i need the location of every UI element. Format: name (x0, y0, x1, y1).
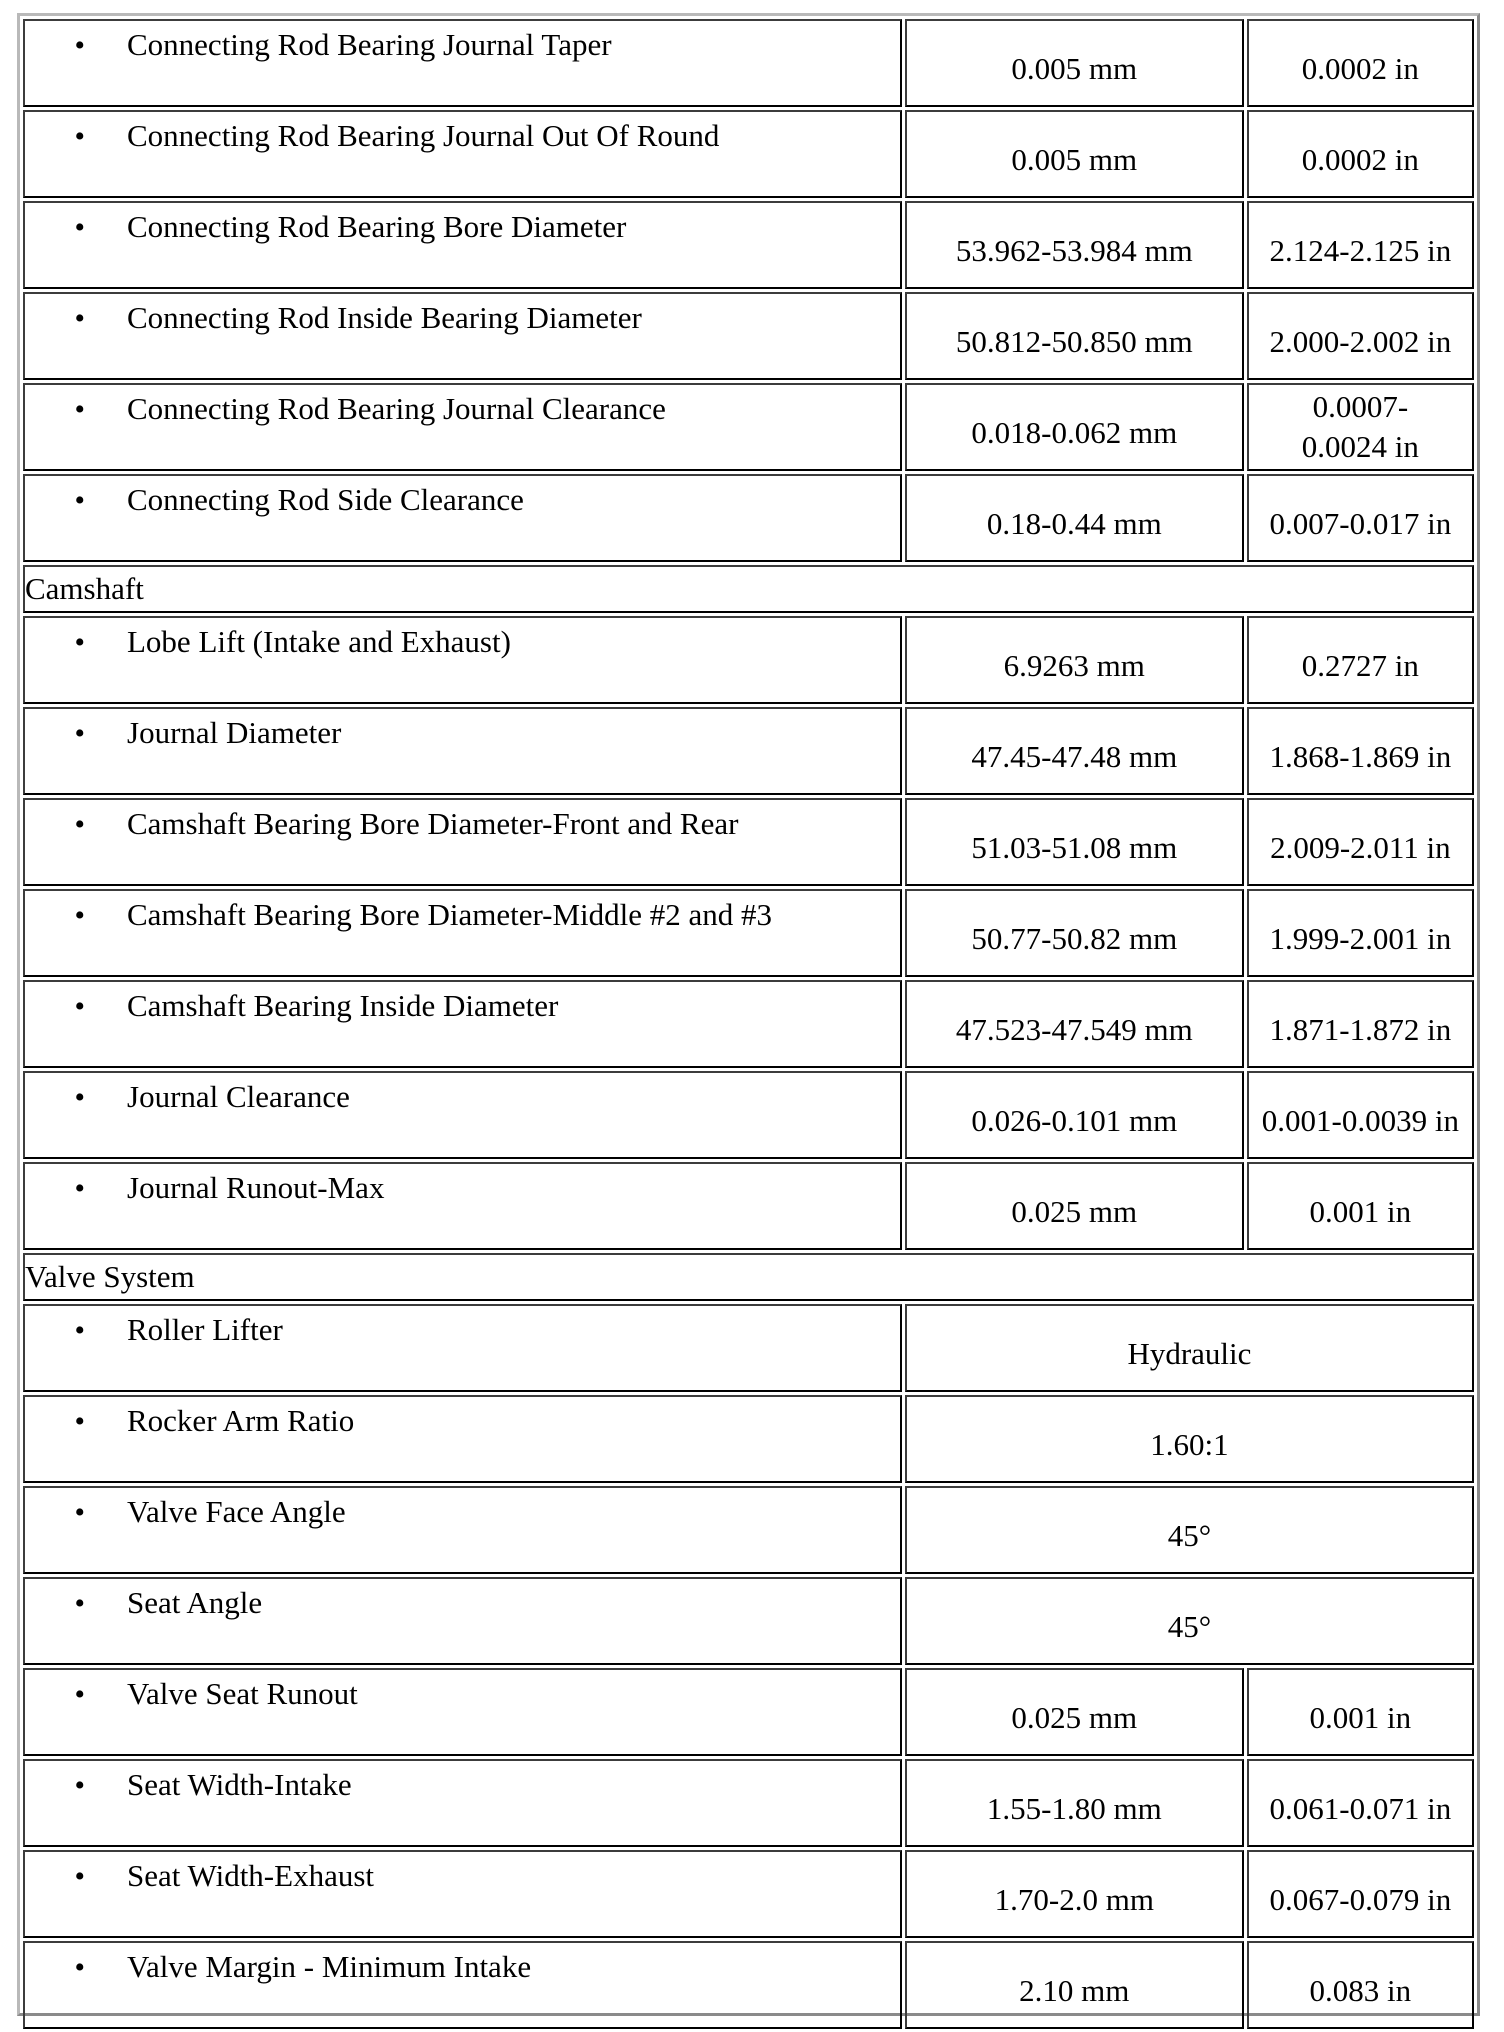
spec-label-cell (23, 1577, 902, 1665)
spec-value-metric: 47.45-47.48 mm (905, 707, 1244, 795)
spec-value-metric: 0.026-0.101 mm (905, 1071, 1244, 1159)
spec-value-imperial: 0.007-0.017 in (1247, 474, 1474, 562)
spec-label-cell (23, 201, 902, 289)
spec-label-cell (23, 1486, 902, 1574)
spec-label: Journal Runout-Max (127, 1170, 385, 1205)
engine-spec-table (20, 16, 1477, 2032)
spec-value-imperial: 1.999-2.001 in (1247, 889, 1474, 977)
spec-value-imperial: 0.067-0.079 in (1247, 1850, 1474, 1938)
bullet-icon: • (74, 1951, 85, 1984)
spec-label: Connecting Rod Bearing Journal Out Of Round (127, 118, 720, 153)
spec-value-imperial: 2.124-2.125 in (1247, 201, 1474, 289)
spec-value-imperial: 1.871-1.872 in (1247, 980, 1474, 1068)
spec-label: Valve Face Angle (127, 1494, 346, 1529)
spec-label: Camshaft Bearing Bore Diameter-Front and Rear (127, 806, 739, 841)
spec-value-imperial: 0.0002 in (1247, 19, 1474, 107)
spec-value-imperial: 0.061-0.071 in (1247, 1759, 1474, 1847)
spec-label: Camshaft Bearing Inside Diameter (127, 988, 559, 1023)
bullet-icon: • (74, 211, 85, 244)
spec-label: Journal Clearance (127, 1079, 350, 1114)
spec-label-cell (23, 707, 902, 795)
spec-value-imperial: 0.001 in (1247, 1162, 1474, 1250)
table-row (23, 292, 1474, 380)
spec-value-metric: 1.55-1.80 mm (905, 1759, 1244, 1847)
bullet-icon: • (74, 717, 85, 750)
spec-label: Connecting Rod Bearing Journal Taper (127, 27, 612, 62)
spec-label-cell (23, 110, 902, 198)
spec-label: Journal Diameter (127, 715, 342, 750)
bullet-icon: • (74, 393, 85, 426)
table-row (23, 1304, 1474, 1392)
bullet-icon: • (74, 1081, 85, 1114)
spec-value-metric: 0.005 mm (905, 19, 1244, 107)
spec-label: Seat Width-Exhaust (127, 1858, 375, 1893)
table-row (23, 110, 1474, 198)
spec-label: Connecting Rod Side Clearance (127, 482, 524, 517)
bullet-icon: • (74, 120, 85, 153)
spec-value-metric: 50.812-50.850 mm (905, 292, 1244, 380)
spec-label: Lobe Lift (Intake and Exhaust) (127, 624, 511, 659)
section-heading: Camshaft (23, 565, 1474, 613)
spec-label: Seat Width-Intake (127, 1767, 352, 1802)
bullet-icon: • (74, 1405, 85, 1438)
spec-table-body (23, 19, 1474, 2029)
table-row (23, 980, 1474, 1068)
spec-value-metric: 53.962-53.984 mm (905, 201, 1244, 289)
bullet-icon: • (74, 1860, 85, 1893)
spec-value-imperial: 0.083 in (1247, 1941, 1474, 2029)
spec-value-metric: 2.10 mm (905, 1941, 1244, 2029)
table-row (23, 1759, 1474, 1847)
bullet-icon: • (74, 626, 85, 659)
spec-value-metric: 0.005 mm (905, 110, 1244, 198)
table-row (23, 1162, 1474, 1250)
table-row (23, 474, 1474, 562)
bullet-icon: • (74, 29, 85, 62)
spec-value-metric: 0.018-0.062 mm (905, 383, 1244, 471)
spec-value-metric: 0.18-0.44 mm (905, 474, 1244, 562)
spec-label: Rocker Arm Ratio (127, 1403, 355, 1438)
spec-label-cell (23, 1941, 902, 2029)
bullet-icon: • (74, 1172, 85, 1205)
spec-label-cell (23, 383, 902, 471)
spec-label: Valve Seat Runout (127, 1676, 358, 1711)
spec-label-cell (23, 19, 902, 107)
table-row (23, 383, 1474, 471)
spec-label: Connecting Rod Bearing Journal Clearance (127, 391, 666, 426)
spec-label-cell (23, 474, 902, 562)
spec-value-imperial: 0.001-0.0039 in (1247, 1071, 1474, 1159)
spec-value: Hydraulic (905, 1304, 1474, 1392)
spec-label-cell (23, 1759, 902, 1847)
spec-label-cell (23, 292, 902, 380)
spec-value-imperial: 2.009-2.011 in (1247, 798, 1474, 886)
spec-value-metric: 1.70-2.0 mm (905, 1850, 1244, 1938)
spec-label-cell (23, 798, 902, 886)
bullet-icon: • (74, 1678, 85, 1711)
spec-label-cell (23, 1162, 902, 1250)
bullet-icon: • (74, 302, 85, 335)
table-row (23, 889, 1474, 977)
spec-value: 1.60:1 (905, 1395, 1474, 1483)
spec-label: Seat Angle (127, 1585, 263, 1620)
spec-value-imperial: 0.2727 in (1247, 616, 1474, 704)
table-row (23, 1071, 1474, 1159)
spec-label: Valve Margin - Minimum Intake (127, 1949, 532, 1984)
bullet-icon: • (74, 1769, 85, 1802)
spec-value-imperial: 0.0007-0.0024 in (1247, 383, 1474, 471)
spec-label: Camshaft Bearing Bore Diameter-Middle #2 and #3 (127, 897, 773, 932)
section-row (23, 1253, 1474, 1301)
bullet-icon: • (74, 899, 85, 932)
section-heading: Valve System (23, 1253, 1474, 1301)
spec-label: Connecting Rod Bearing Bore Diameter (127, 209, 627, 244)
table-row (23, 1668, 1474, 1756)
spec-label: Roller Lifter (127, 1312, 283, 1347)
bullet-icon: • (74, 808, 85, 841)
spec-value-metric: 0.025 mm (905, 1668, 1244, 1756)
bullet-icon: • (74, 484, 85, 517)
bullet-icon: • (74, 1587, 85, 1620)
spec-table-frame (17, 13, 1480, 2016)
spec-value-imperial: 2.000-2.002 in (1247, 292, 1474, 380)
spec-label-cell (23, 1395, 902, 1483)
section-row (23, 565, 1474, 613)
spec-label-cell (23, 889, 902, 977)
table-row (23, 798, 1474, 886)
spec-value-metric: 6.9263 mm (905, 616, 1244, 704)
table-row (23, 1486, 1474, 1574)
table-row (23, 19, 1474, 107)
spec-label-cell (23, 980, 902, 1068)
bullet-icon: • (74, 990, 85, 1023)
spec-value-imperial: 0.001 in (1247, 1668, 1474, 1756)
spec-label-cell (23, 1304, 902, 1392)
spec-value: 45° (905, 1577, 1474, 1665)
spec-label-cell (23, 616, 902, 704)
table-row (23, 201, 1474, 289)
table-row (23, 1941, 1474, 2029)
spec-label-cell (23, 1071, 902, 1159)
spec-label-cell (23, 1850, 902, 1938)
table-row (23, 1577, 1474, 1665)
spec-value-metric: 47.523-47.549 mm (905, 980, 1244, 1068)
spec-label-cell (23, 1668, 902, 1756)
bullet-icon: • (74, 1314, 85, 1347)
spec-value: 45° (905, 1486, 1474, 1574)
spec-value-metric: 51.03-51.08 mm (905, 798, 1244, 886)
table-row (23, 1850, 1474, 1938)
spec-value-imperial: 0.0002 in (1247, 110, 1474, 198)
bullet-icon: • (74, 1496, 85, 1529)
spec-value-metric: 0.025 mm (905, 1162, 1244, 1250)
spec-label: Connecting Rod Inside Bearing Diameter (127, 300, 642, 335)
table-row (23, 707, 1474, 795)
spec-value-metric: 50.77-50.82 mm (905, 889, 1244, 977)
spec-value-imperial: 1.868-1.869 in (1247, 707, 1474, 795)
table-row (23, 616, 1474, 704)
table-row (23, 1395, 1474, 1483)
